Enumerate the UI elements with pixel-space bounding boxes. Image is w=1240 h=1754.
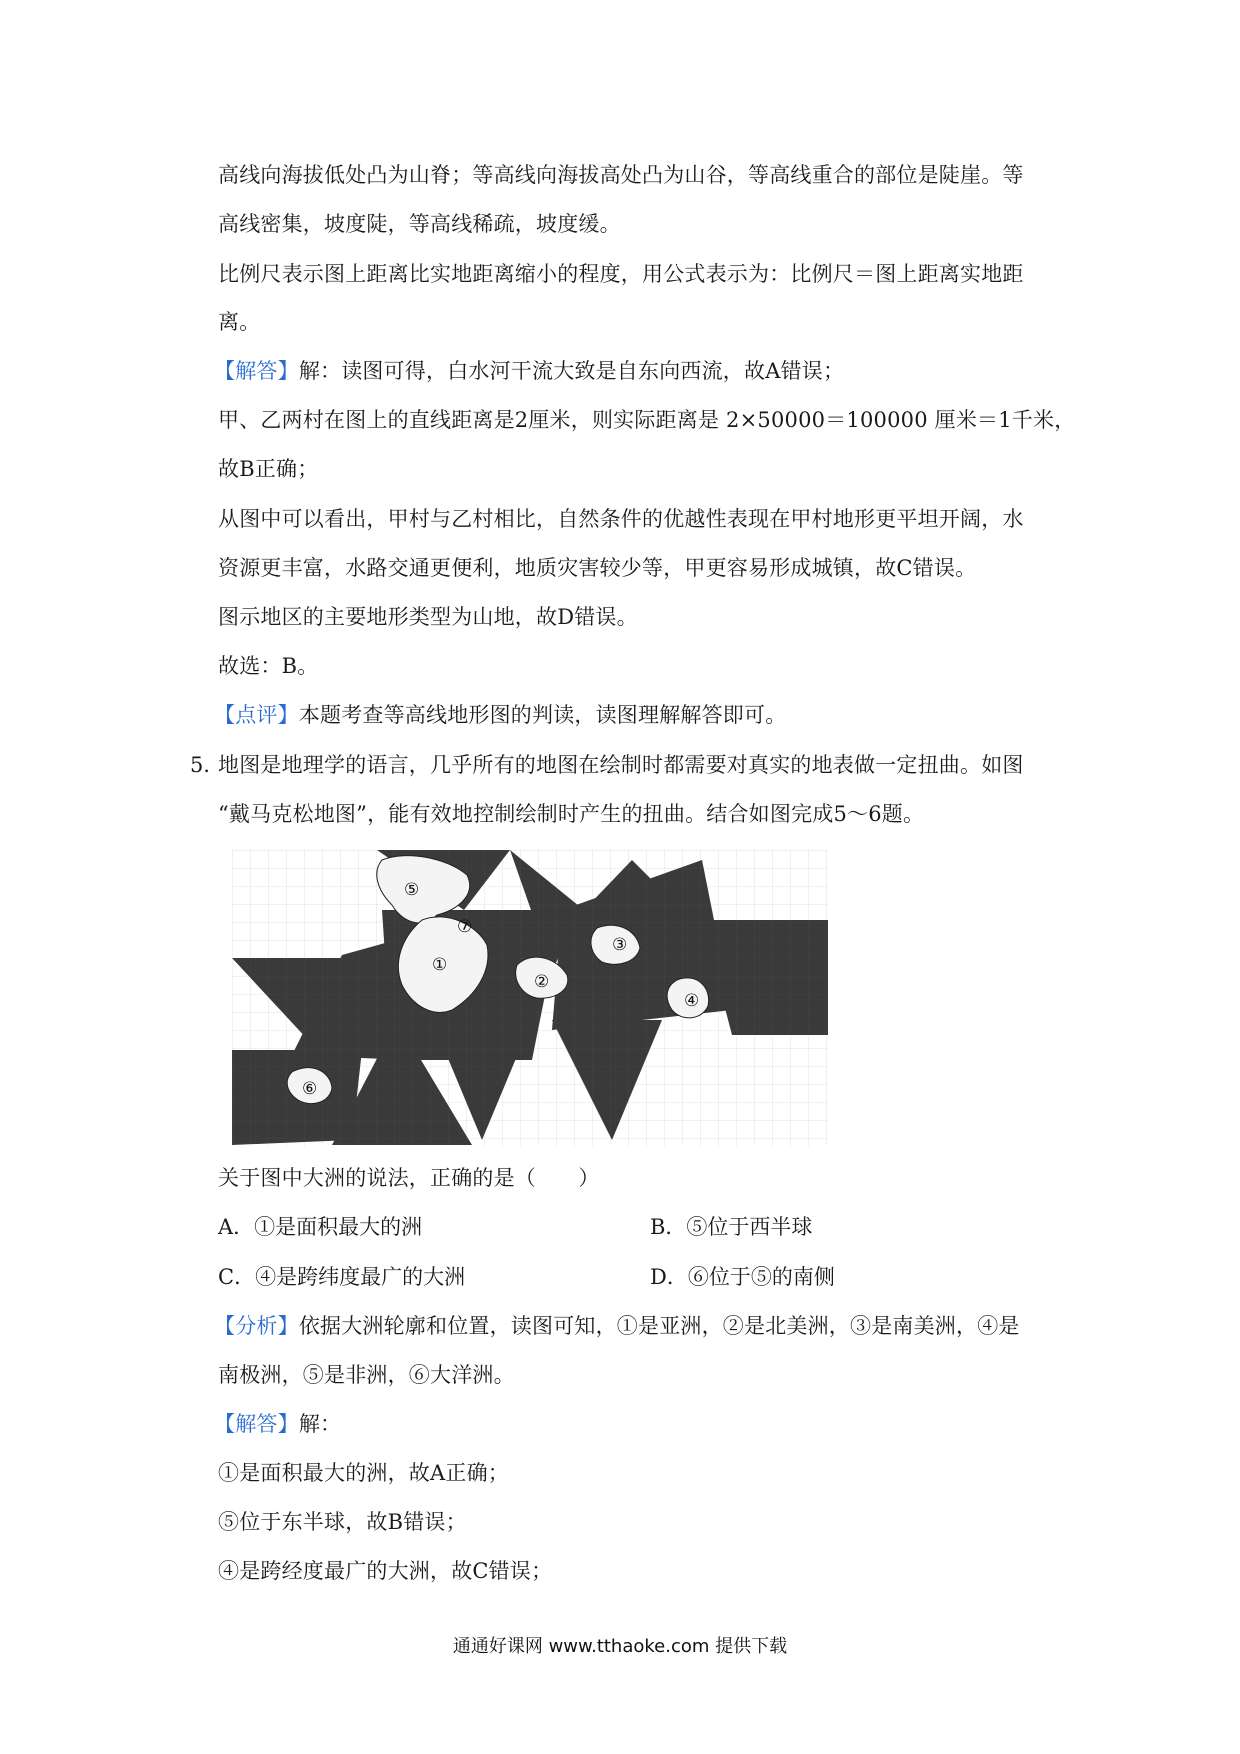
text-line: ⑤位于东半球，故B错误；	[218, 1510, 467, 1534]
answer-text: 解：	[298, 1412, 342, 1436]
text-line: 图示地区的主要地形类型为山地，故D错误。	[218, 605, 638, 629]
dymaxion-map	[232, 850, 828, 1146]
answer-tag: 【解答】	[214, 1412, 299, 1436]
map-label-6: ⑥	[302, 1079, 318, 1099]
option-a: A．①是面积最大的洲	[218, 1215, 423, 1239]
analysis-tag: 【分析】	[214, 1314, 299, 1338]
text-line: 甲、乙两村在图上的直线距离是2厘米，则实际距离是 2×50000＝100000 厘米＝1千米，	[218, 408, 1076, 432]
text-line: 高线密集，坡度陡，等高线稀疏，坡度缓。	[218, 212, 621, 236]
text-line: 南极洲，⑤是非洲，⑥大洋洲。	[218, 1363, 515, 1387]
text-line: ①是面积最大的洲，故A正确；	[218, 1461, 509, 1485]
question-number: 5．	[190, 753, 225, 777]
option-b: B．⑤位于西半球	[650, 1215, 813, 1239]
answer-line	[214, 1409, 1074, 1439]
analysis-text: 依据大洲轮廓和位置，读图可知，①是亚洲，②是北美洲，③是南美洲，④是	[298, 1314, 1020, 1338]
answer-line	[214, 356, 1074, 386]
text-line: 资源更丰富，水路交通更便利，地质灾害较少等，甲更容易形成城镇，故C错误。	[218, 556, 977, 580]
answer-tag: 【解答】	[214, 359, 299, 383]
map-label-4: ④	[684, 991, 700, 1011]
map-label-3: ③	[612, 935, 628, 955]
option-c: C．④是跨纬度最广的大洲	[218, 1265, 466, 1289]
text-line: 离。	[218, 310, 261, 334]
map-label-5: ⑤	[404, 880, 420, 900]
question-stem: 关于图中大洲的说法，正确的是（ ）	[218, 1166, 600, 1190]
analysis-line	[214, 1311, 1074, 1341]
comment-line	[214, 700, 1074, 730]
text-line: 故选：B。	[218, 654, 319, 678]
text-line: 故B正确；	[218, 457, 319, 481]
map-label-7: ⑦	[457, 917, 473, 937]
text-line: 从图中可以看出，甲村与乙村相比，自然条件的优越性表现在甲村地形更平坦开阔，水	[218, 507, 1024, 531]
map-label-2: ②	[534, 972, 550, 992]
comment-text: 本题考查等高线地形图的判读，读图理解解答即可。	[298, 703, 787, 727]
text-line: 高线向海拔低处凸为山脊；等高线向海拔高处凸为山谷，等高线重合的部位是陡崖。等	[218, 163, 1024, 187]
map-label-1: ①	[432, 955, 448, 975]
text-line: 比例尺表示图上距离比实地距离缩小的程度，用公式表示为：比例尺＝图上距离实地距	[218, 262, 1024, 286]
text-line: ④是跨经度最广的大洲，故C错误；	[218, 1559, 553, 1583]
comment-tag: 【点评】	[214, 703, 299, 727]
question-text: “戴马克松地图”，能有效地控制绘制时产生的扭曲。结合如图完成5～6题。	[218, 802, 925, 826]
page-footer: 通通好课网 www.tthaoke.com 提供下载	[452, 1636, 788, 1657]
option-d: D．⑥位于⑤的南侧	[650, 1265, 835, 1289]
answer-text: 解：读图可得，白水河干流大致是自东向西流，故A错误；	[298, 359, 845, 383]
question-text: 地图是地理学的语言，几乎所有的地图在绘制时都需要对真实的地表做一定扭曲。如图	[218, 753, 1024, 777]
